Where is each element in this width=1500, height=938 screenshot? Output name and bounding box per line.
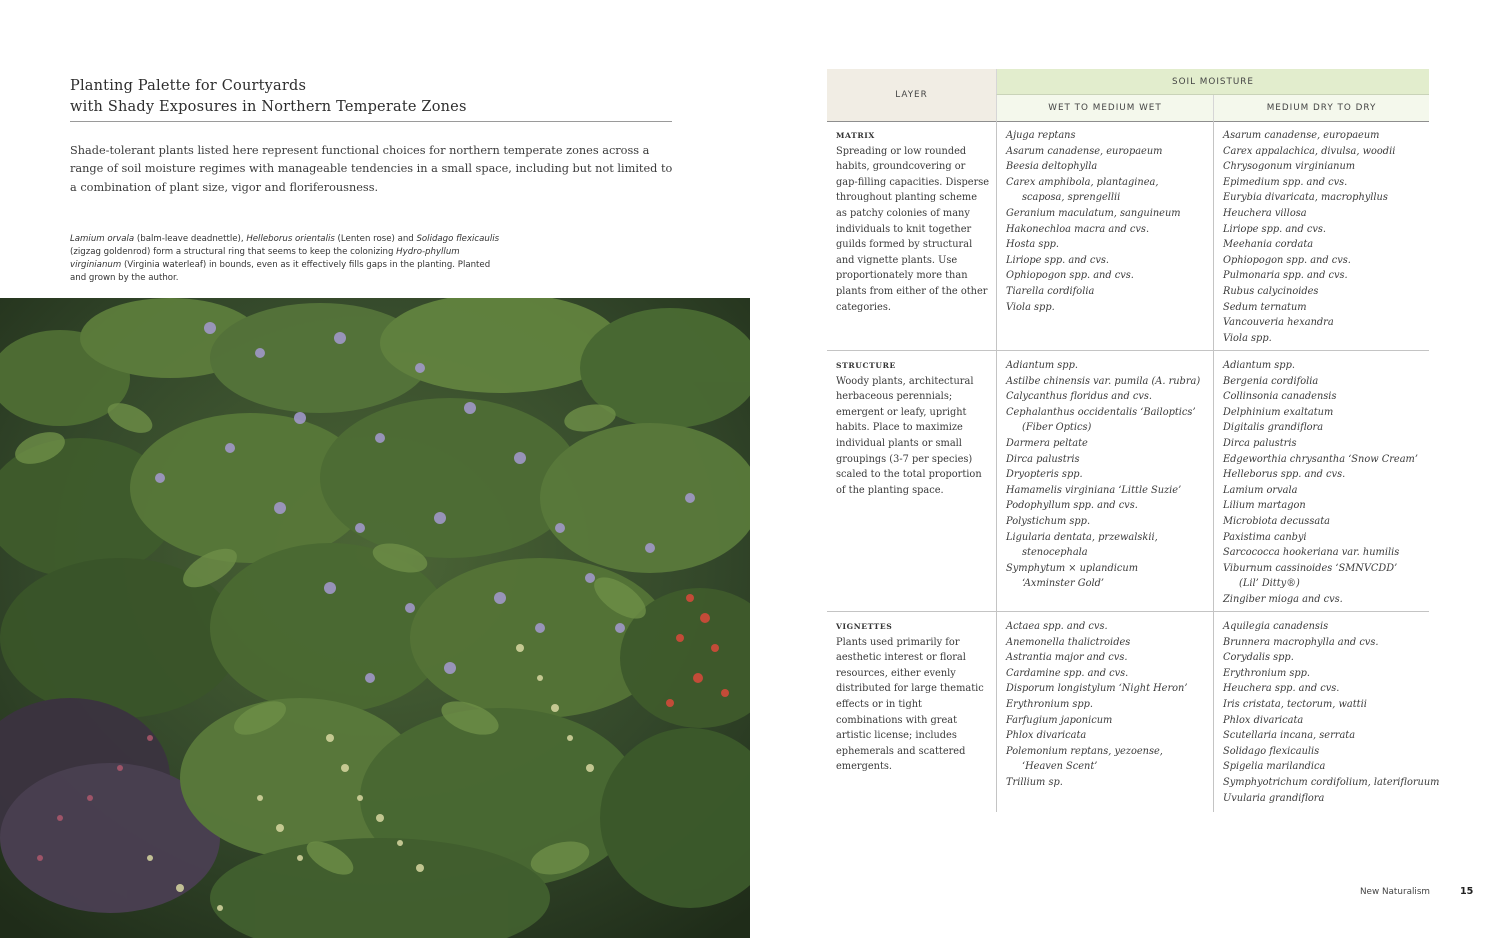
plant-item: Helleborus spp. and cvs. xyxy=(1223,469,1346,481)
plant-item: Dirca palustris xyxy=(1223,437,1297,449)
caption-text-3: (zigzag goldenrod) form a structural ring that seems to keep the colonizing xyxy=(70,247,397,257)
plant-item: Phlox divaricata xyxy=(1006,730,1087,742)
plant-item: Ophiopogon spp. and cvs. xyxy=(1223,254,1351,266)
structure-layer-cell xyxy=(827,351,996,611)
table-row-structure xyxy=(827,351,1429,612)
matrix-layer-name: MATRIX xyxy=(836,131,875,140)
heading-line-1: Planting Palette for Courtyards xyxy=(70,78,307,94)
plant-item: Cardamine spp. and cvs. xyxy=(1006,667,1129,679)
plant-item: Tiarella cordifolia xyxy=(1006,285,1095,297)
plant-item: Liriope spp. and cvs. xyxy=(1006,254,1110,266)
plant-item: Collinsonia canadensis xyxy=(1223,391,1337,403)
plant-item: Viola spp. xyxy=(1006,301,1055,313)
plant-item: Dirca palustris xyxy=(1006,453,1080,465)
plant-item: Sedum ternatum xyxy=(1223,301,1307,313)
plant-item: Delphinium exaltatum xyxy=(1223,406,1334,418)
caption-species-solidago: Solidago flexicaulis xyxy=(416,234,500,244)
plant-item: Anemonella thalictroides xyxy=(1006,636,1131,648)
plant-item: Darmera peltate xyxy=(1006,437,1088,449)
vignettes-layer-name: VIGNETTES xyxy=(836,622,893,631)
plant-item: Meehania cordata xyxy=(1223,239,1314,251)
garden-photo xyxy=(0,298,750,938)
vignettes-description: Plants used primarily for aesthetic interest or floral resources, either evenly distributed for large thematic effects or in tight combinations with great artistic license; includes ephemerals and scattered emergents. xyxy=(836,636,984,773)
matrix-dry-plants xyxy=(1213,121,1429,350)
caption-species-hydrophyllum: Hydro-phyllum virginianum xyxy=(70,247,460,270)
plant-item: Microbiota decussata xyxy=(1223,515,1330,527)
caption-species-helleborus: Helleborus orientalis xyxy=(246,234,335,244)
running-footer-title: New Naturalism xyxy=(1359,887,1430,897)
plant-item: Brunnera macrophylla and cvs. xyxy=(1223,636,1379,648)
caption-text-4: (Virginia waterleaf) in bounds, even as it effectively fills gaps in the planting. Planted and grown by the author. xyxy=(70,260,491,283)
plant-item: Symphyotrichum cordifolium, laterifloruum xyxy=(1223,776,1440,788)
plant-item: Spigelia marilandica xyxy=(1223,761,1326,773)
plant-item: Polystichum spp. xyxy=(1006,515,1091,527)
plant-item: Ophiopogon spp. and cvs. xyxy=(1006,270,1134,282)
plant-item: ‘Axminster Gold’ xyxy=(1022,578,1104,590)
plant-item: Cephalanthus occidentalis ‘Bailoptics’ xyxy=(1006,406,1196,418)
plant-item: Lamium orvala xyxy=(1223,484,1298,496)
caption-species-lamium: Lamium orvala xyxy=(70,234,135,244)
vignettes-wet-plants xyxy=(996,612,1213,812)
plant-item: Astrantia major and cvs. xyxy=(1006,652,1128,664)
heading-divider xyxy=(70,121,672,122)
plant-item: Geranium maculatum, sanguineum xyxy=(1006,207,1181,219)
plant-item: Scutellaria incana, serrata xyxy=(1223,730,1356,742)
plant-item: Paxistima canbyi xyxy=(1223,531,1307,543)
plant-item: Hakonechloa macra and cvs. xyxy=(1006,223,1150,235)
plant-item: Zingiber mioga and cvs. xyxy=(1223,593,1343,605)
plant-item: (Fiber Optics) xyxy=(1022,422,1092,434)
plant-item: Podophyllum spp. and cvs. xyxy=(1006,500,1138,512)
plant-item: Asarum canadense, europaeum xyxy=(1223,130,1380,141)
header-layer: LAYER xyxy=(827,69,996,121)
plant-item: Liriope spp. and cvs. xyxy=(1223,223,1327,235)
plant-item: Adiantum spp. xyxy=(1223,360,1295,371)
header-soil-moisture: SOIL MOISTURE xyxy=(996,69,1429,95)
plant-item: Hamamelis virginiana ‘Little Suzie’ xyxy=(1006,484,1182,496)
plant-item: Phlox divaricata xyxy=(1223,714,1304,726)
plant-item: Beesia deltophylla xyxy=(1006,161,1098,173)
matrix-description: Spreading or low rounded habits, groundcovering or gap-filling capacities. Disperse throughout planting scheme as patchy colonies of many individuals to knit together guilds formed by structural and vignette plants. Use proportionately more than plants from either of the other categories. xyxy=(836,145,990,313)
plant-item: Dryopteris spp. xyxy=(1006,469,1083,481)
plant-item: Bergenia cordifolia xyxy=(1223,375,1319,387)
caption-text-1: (balm-leave deadnettle), xyxy=(134,234,247,244)
plant-item: Rubus calycinoides xyxy=(1223,285,1319,297)
plant-item: Ajuga reptans xyxy=(1006,130,1076,141)
plant-item: Aquilegia canadensis xyxy=(1223,621,1329,632)
table-header xyxy=(827,69,1429,121)
table-row-matrix xyxy=(827,121,1429,351)
plant-item: Pulmonaria spp. and cvs. xyxy=(1223,270,1348,282)
plant-item: Erythronium spp. xyxy=(1006,698,1094,710)
header-wet-to-medium-wet: WET TO MEDIUM WET xyxy=(996,95,1213,121)
plant-item: Viola spp. xyxy=(1223,332,1272,344)
plant-item: Digitalis grandiflora xyxy=(1223,422,1324,434)
plant-item: Ligularia dentata, przewalskii, xyxy=(1006,531,1158,543)
intro-paragraph: Shade-tolerant plants listed here represent functional choices for northern temperate zones across a range of soil moisture regimes with manageable tendencies in a small space, including but not limited to a combination of plant size, vigor and floriferousness. xyxy=(70,144,673,194)
structure-wet-plants xyxy=(996,351,1213,611)
plant-item: Actaea spp. and cvs. xyxy=(1006,621,1108,632)
heading-line-2: with Shady Exposures in Northern Temperate Zones xyxy=(70,99,467,115)
plant-item: Trillium sp. xyxy=(1006,776,1063,788)
plant-item: Heuchera villosa xyxy=(1223,207,1307,219)
plant-item: Sarcococca hookeriana var. humilis xyxy=(1223,547,1400,559)
plant-item: Farfugium japonicum xyxy=(1006,714,1113,726)
page-heading xyxy=(70,76,672,118)
plant-item: Astilbe chinensis var. pumila (A. rubra) xyxy=(1006,375,1201,387)
plant-item: Erythronium spp. xyxy=(1223,667,1311,679)
plant-item: Symphytum × uplandicum xyxy=(1006,562,1138,574)
plant-item: Solidago flexicaulis xyxy=(1223,745,1320,757)
structure-layer-name: STRUCTURE xyxy=(836,361,896,370)
plant-item: stenocephala xyxy=(1022,547,1088,559)
plant-item: Heuchera spp. and cvs. xyxy=(1223,683,1340,695)
plant-item: Carex appalachica, divulsa, woodii xyxy=(1223,145,1396,157)
plant-item: Eurybia divaricata, macrophyllus xyxy=(1223,192,1388,204)
structure-description: Woody plants, architectural herbaceous perennials; emergent or leafy, upright habits. Place to maximize individual plants or small groupings (3-7 per species) scaled to the total proportion of the planting space. xyxy=(836,375,982,496)
plant-item: Polemonium reptans, yezoense, xyxy=(1006,745,1163,757)
plant-item: Edgeworthia chrysantha ‘Snow Cream’ xyxy=(1223,453,1418,465)
plant-item: Epimedium spp. and cvs. xyxy=(1223,176,1348,188)
page-number: 15 xyxy=(1460,886,1474,897)
plant-item: scaposa, sprengellii xyxy=(1022,192,1121,204)
plant-item: Hosta spp. xyxy=(1006,239,1060,251)
plant-item: Asarum canadense, europaeum xyxy=(1006,145,1163,157)
plant-item: Calycanthus floridus and cvs. xyxy=(1006,391,1153,403)
matrix-wet-plants xyxy=(996,121,1213,350)
plant-item: Adiantum spp. xyxy=(1006,360,1078,371)
plant-item: Carex amphibola, plantaginea, xyxy=(1006,176,1159,188)
caption-text-2: (Lenten rose) and xyxy=(334,234,417,244)
garden-photo-illustration xyxy=(0,298,750,938)
plant-item: Disporum longistylum ‘Night Heron’ xyxy=(1006,683,1188,695)
plant-item: Vancouveria hexandra xyxy=(1223,317,1334,329)
vignettes-dry-plants xyxy=(1213,612,1440,812)
plant-item: Chrysogonum virginianum xyxy=(1223,161,1356,173)
plant-item: ‘Heaven Scent’ xyxy=(1022,761,1098,773)
structure-dry-plants xyxy=(1213,351,1429,611)
photo-caption xyxy=(70,233,500,285)
plant-item: Iris cristata, tectorum, wattii xyxy=(1223,698,1367,710)
plant-item: Corydalis spp. xyxy=(1223,652,1294,664)
matrix-layer-cell xyxy=(827,121,996,350)
header-medium-dry-to-dry: MEDIUM DRY TO DRY xyxy=(1213,95,1429,121)
vignettes-layer-cell xyxy=(827,612,996,812)
table-row-vignettes xyxy=(827,612,1440,812)
plant-item: Viburnum cassinoides ‘SMNVCDD’ xyxy=(1223,562,1398,574)
plant-item: Lilium martagon xyxy=(1223,500,1306,512)
plant-item: Uvularia grandiflora xyxy=(1223,792,1325,804)
plant-item: (Lil’ Ditty®) xyxy=(1239,578,1300,590)
planting-palette-table xyxy=(827,69,1440,812)
